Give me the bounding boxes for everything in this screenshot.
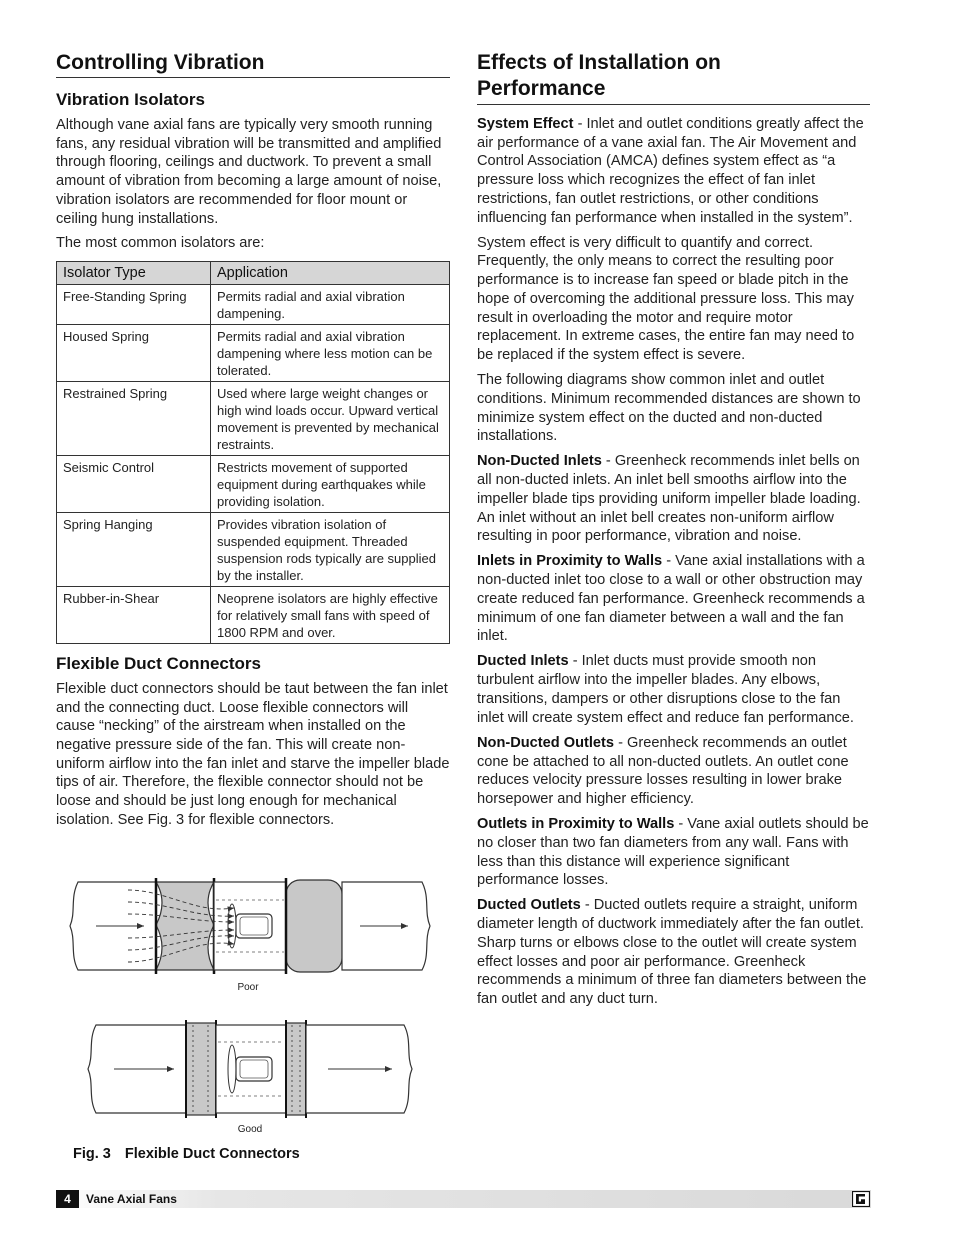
text-non-ducted-inlets: - Greenheck recommends inlet bells on all non-ducted inlets. An inlet bell smooths airflow into the impeller blade tips providing uniform impeller blade loading. An inlet without an inlet bell creates non-uniform airflow resulting in poor performance, vibration and noise.: [477, 453, 861, 545]
poor-diagram: [70, 878, 430, 974]
good-diagram: [88, 1020, 412, 1118]
table-header-row: [57, 261, 450, 284]
flexible-connectors-paragraph: Flexible duct connectors should be taut between the fan inlet and the connecting duct. Loose flexible connectors will cause “necking” of the airstream when installed on the negative pressure side of the fan. This will create non-uniform airflow into the fan inlet and starve the impeller blade tips of air. Therefore, the flexible connector should not be loose and should be just long enough for mechanical isolation. See Fig. 3 for flexible connectors.: [56, 680, 450, 828]
isolator-type-cell: Spring Hanging: [57, 512, 211, 586]
application-cell: Permits radial and axial vibration dampening where less motion can be tolerated.: [211, 324, 450, 381]
heading-vibration-isolators: Vibration Isolators: [56, 90, 205, 109]
lead-outlets-walls: Outlets in Proximity to Walls: [477, 816, 675, 833]
isolator-type-cell: Seismic Control: [57, 455, 211, 512]
text-ducted-outlets: - Ducted outlets require a straight, uniform diameter length of ductwork immediately after the fan outlet. Sharp turns or elbows close to the outlet will create system effect losses and poor air performance. Greenheck recommends a minimum of three fan diameters between the fan outlet and any duct turn.: [477, 897, 867, 1007]
figure-caption: [73, 1146, 300, 1162]
paragraph-system-effect-difficulty: [477, 234, 870, 365]
lead-non-ducted-inlets: Non-Ducted Inlets: [477, 453, 602, 470]
paragraph-outlets-walls: [477, 815, 870, 890]
application-cell: Neoprene isolators are highly effective for relatively small fans with speed of 1800 RPM and over.: [211, 586, 450, 643]
left-column: [56, 50, 450, 836]
paragraph-non-ducted-inlets: [477, 452, 870, 546]
isolator-type-cell: Housed Spring: [57, 324, 211, 381]
application-cell: Restricts movement of supported equipment during earthquakes while providing isolation.: [211, 455, 450, 512]
page-number: 4: [56, 1190, 79, 1208]
table-row: [57, 381, 450, 455]
paragraph-non-ducted-outlets: [477, 734, 870, 809]
good-label: Good: [237, 1124, 263, 1135]
heading-flexible-duct-connectors: Flexible Duct Connectors: [56, 653, 261, 673]
isolator-type-cell: Restrained Spring: [57, 381, 211, 455]
loose-connector: [156, 882, 214, 970]
text-outlets-walls: - Vane axial outlets should be no closer than two fan diameters from any wall. Fans with less than this distance will experience significant performance losses.: [477, 816, 869, 889]
section-title-controlling-vibration: Controlling Vibration: [56, 50, 450, 78]
right-column: [477, 50, 870, 1015]
greenheck-logo-icon: [852, 1191, 870, 1207]
text-ducted-inlets: - Inlet ducts must provide smooth non turbulent airflow into the impeller blades. Any elbows, transitions, dampers or other disruptions close to the fan inlet will create system effect and reduce fan performance.: [477, 653, 854, 726]
lead-inlets-walls: Inlets in Proximity to Walls: [477, 553, 663, 570]
title-line-1: Effects of Installation on: [477, 51, 721, 74]
vibration-paragraph: Although vane axial fans are typically very smooth running fans, any residual vibration will be transmitted and amplified through flooring, ceilings and ductwork. To prevent a small amount of vibration from becoming a large amount of noise, vibration isolators are recommended for floor mount or ceiling hung installations.: [56, 117, 442, 227]
paragraph-inlets-walls: [477, 552, 870, 646]
isolator-table: [56, 261, 450, 644]
duct-diagram: [56, 870, 450, 1145]
application-cell: Used where large weight changes or high wind loads occur. Upward vertical movement is prevented by mechanical restraints.: [211, 381, 450, 455]
paragraph-system-effect: [477, 115, 870, 227]
table-header-isolator-type: Isolator Type: [57, 261, 211, 284]
isolator-type-cell: Rubber-in-Shear: [57, 586, 211, 643]
table-row: [57, 586, 450, 643]
lead-ducted-inlets: Ducted Inlets: [477, 653, 569, 670]
taut-connector: [186, 1023, 216, 1115]
footer-bar: [56, 1190, 871, 1208]
table-row: [57, 324, 450, 381]
table-row: [57, 455, 450, 512]
lead-system-effect: System Effect: [477, 116, 574, 132]
isolator-type-cell: Free-Standing Spring: [57, 284, 211, 324]
poor-label: Poor: [237, 982, 259, 993]
text-system-effect: - Inlet and outlet conditions greatly affect the air performance of a vane axial fan. The Air Movement and Control Association (AMCA) defines system effect as “a pressure loss which recognizes the effect of fan inlet restrictions, fan outlet restrictions, or other conditions influencing fan performance when installed in the system”.: [477, 116, 864, 226]
application-cell: Provides vibration isolation of suspended equipment. Threaded suspension rods typically are supplied by the installer.: [211, 512, 450, 586]
text-non-ducted-outlets: - Greenheck recommends an outlet cone be attached to all non-ducted outlets. An outlet cone reduces velocity pressure losses resulting in lower brake horsepower and higher efficiency.: [477, 734, 849, 807]
lead-non-ducted-outlets: Non-Ducted Outlets: [477, 734, 615, 751]
text-inlets-walls: - Vane axial installations with a non-ducted inlet too close to a wall or other obstruction may create reduced fan performance. Greenheck recommends a minimum of one fan diameter between a wall and the fan inlet.: [477, 553, 865, 645]
section-title-effects-of-installation: [477, 50, 870, 105]
lead-ducted-outlets: Ducted Outlets: [477, 897, 581, 914]
table-header-application: Application: [211, 261, 450, 284]
text-system-effect-difficulty: System effect is very difficult to quantify and correct. Frequently, the only means to correct the resulting poor performance is to increase fan speed or blade pitch in the hope of overcoming the additional pressure loss. This may result in overloading the motor and require motor replacement. In extreme cases, the entire fan may need to be replaced if the system effect is severe.: [477, 234, 855, 363]
figure-flexible-duct-connectors: [56, 870, 450, 1170]
isolators-intro: The most common isolators are:: [56, 235, 265, 252]
application-cell: Permits radial and axial vibration dampening.: [211, 284, 450, 324]
footer-title: Vane Axial Fans: [86, 1192, 177, 1206]
paragraph-diagrams-intro: [477, 371, 870, 446]
title-line-2: Performance: [477, 77, 606, 100]
paragraph-ducted-outlets: [477, 896, 870, 1008]
figure-number: Fig. 3: [73, 1146, 111, 1162]
table-row: [57, 512, 450, 586]
text-diagrams-intro: The following diagrams show common inlet and outlet conditions. Minimum recommended distances are shown to minimize system effect on the ducted and non-ducted installations.: [477, 372, 861, 445]
paragraph-ducted-inlets: [477, 652, 870, 727]
table-row: [57, 284, 450, 324]
figure-title: Flexible Duct Connectors: [124, 1146, 300, 1162]
